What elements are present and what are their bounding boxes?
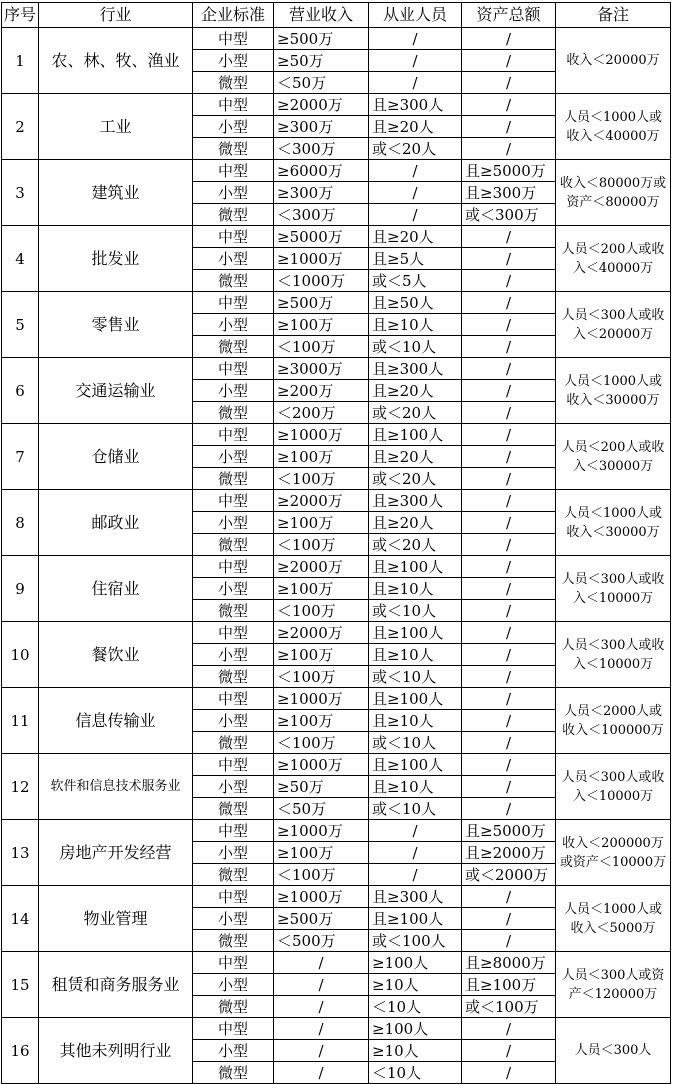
enterprise-standard: 中型 [193,226,274,248]
enterprise-standard: 微型 [193,732,274,754]
header-no: 序号 [2,3,39,28]
asset-threshold: / [462,314,556,336]
asset-threshold: 或＜2000万 [462,864,556,886]
employee-threshold: 且≥100人 [369,556,462,578]
employee-threshold: 且≥5人 [369,248,462,270]
asset-threshold: / [462,1062,556,1084]
employee-threshold: / [369,820,462,842]
industry-name: 信息传输业 [39,688,193,754]
revenue-threshold: ＜500万 [274,930,369,952]
header-industry: 行业 [39,3,193,28]
asset-threshold: / [462,50,556,72]
enterprise-standard: 中型 [193,754,274,776]
asset-threshold: / [462,754,556,776]
revenue-threshold: ≥1000万 [274,754,369,776]
asset-threshold: / [462,490,556,512]
row-number: 12 [2,754,39,820]
employee-threshold: ≥10人 [369,974,462,996]
revenue-threshold: ＜300万 [274,204,369,226]
asset-threshold: / [462,292,556,314]
enterprise-standard: 微型 [193,1062,274,1084]
employee-threshold: ≥100人 [369,1018,462,1040]
revenue-threshold: ≥6000万 [274,160,369,182]
employee-threshold: 且≥100人 [369,688,462,710]
employee-threshold: 或＜10人 [369,798,462,820]
revenue-threshold: ≥100万 [274,644,369,666]
asset-threshold: / [462,908,556,930]
enterprise-standard: 小型 [193,314,274,336]
asset-threshold: / [462,710,556,732]
revenue-threshold: ≥2000万 [274,94,369,116]
row-number: 16 [2,1018,39,1084]
employee-threshold: 且≥50人 [369,292,462,314]
enterprise-standard: 微型 [193,930,274,952]
revenue-threshold: / [274,1018,369,1040]
revenue-threshold: ＜100万 [274,600,369,622]
note: 收入＜200000万或资产＜10000万 [556,820,671,886]
revenue-threshold: ≥500万 [274,908,369,930]
industry-name: 仓储业 [39,424,193,490]
enterprise-standard: 中型 [193,490,274,512]
enterprise-standard: 小型 [193,116,274,138]
industry-name: 零售业 [39,292,193,358]
header-assets: 资产总额 [462,3,556,28]
industry-name: 房地产开发经营 [39,820,193,886]
employee-threshold: / [369,204,462,226]
industry-name: 邮政业 [39,490,193,556]
revenue-threshold: ≥100万 [274,842,369,864]
note: 人员＜200人或收入＜40000万 [556,226,671,292]
employee-threshold: 且≥300人 [369,94,462,116]
industry-name: 餐饮业 [39,622,193,688]
employee-threshold: ＜10人 [369,996,462,1018]
asset-threshold: / [462,358,556,380]
employee-threshold: / [369,842,462,864]
table-row [2,1018,671,1040]
enterprise-standard: 中型 [193,292,274,314]
enterprise-standard: 中型 [193,952,274,974]
enterprise-standard: 中型 [193,358,274,380]
employee-threshold: 或＜10人 [369,732,462,754]
revenue-threshold: ＜1000万 [274,270,369,292]
table-row [2,226,671,248]
industry-name: 软件和信息技术服务业 [39,754,193,820]
revenue-threshold: ≥50万 [274,776,369,798]
industry-name: 住宿业 [39,556,193,622]
asset-threshold: / [462,534,556,556]
note: 收入＜20000万 [556,28,671,94]
header-note: 备注 [556,3,671,28]
revenue-threshold: ≥500万 [274,292,369,314]
enterprise-standard: 小型 [193,380,274,402]
header-standard: 企业标准 [193,3,274,28]
employee-threshold: / [369,160,462,182]
header-row [2,3,671,28]
employee-threshold: 且≥20人 [369,380,462,402]
enterprise-standard: 中型 [193,28,274,50]
revenue-threshold: ≥50万 [274,50,369,72]
enterprise-standard: 小型 [193,446,274,468]
asset-threshold: / [462,226,556,248]
table-row [2,622,671,644]
revenue-threshold: ≥2000万 [274,622,369,644]
table-row [2,292,671,314]
revenue-threshold: / [274,974,369,996]
employee-threshold: 或＜100人 [369,930,462,952]
employee-threshold: 且≥10人 [369,578,462,600]
table-row [2,160,671,182]
row-number: 4 [2,226,39,292]
revenue-threshold: ≥300万 [274,116,369,138]
row-number: 5 [2,292,39,358]
revenue-threshold: ≥3000万 [274,358,369,380]
employee-threshold: 或＜20人 [369,138,462,160]
revenue-threshold: ≥2000万 [274,490,369,512]
revenue-threshold: / [274,996,369,1018]
row-number: 10 [2,622,39,688]
asset-threshold: / [462,270,556,292]
revenue-threshold: ＜100万 [274,534,369,556]
enterprise-standard: 小型 [193,842,274,864]
employee-threshold: ＜10人 [369,1062,462,1084]
revenue-threshold: ≥200万 [274,380,369,402]
table-row [2,94,671,116]
asset-threshold: / [462,622,556,644]
asset-threshold: / [462,94,556,116]
employee-threshold: 或＜10人 [369,336,462,358]
asset-threshold: 或＜100万 [462,996,556,1018]
asset-threshold: / [462,776,556,798]
asset-threshold: / [462,380,556,402]
asset-threshold: / [462,798,556,820]
employee-threshold: / [369,864,462,886]
revenue-threshold: ＜200万 [274,402,369,424]
note: 人员＜300人 [556,1018,671,1084]
industry-name: 其他未列明行业 [39,1018,193,1084]
asset-threshold: / [462,556,556,578]
enterprise-standard: 微型 [193,534,274,556]
employee-threshold: / [369,182,462,204]
asset-threshold: / [462,732,556,754]
asset-threshold: / [462,28,556,50]
row-number: 8 [2,490,39,556]
note: 人员＜200人或收入＜30000万 [556,424,671,490]
employee-threshold: / [369,50,462,72]
note: 人员＜300人或收入＜10000万 [556,622,671,688]
enterprise-standard: 微型 [193,798,274,820]
industry-name: 批发业 [39,226,193,292]
employee-threshold: / [369,28,462,50]
revenue-threshold: ≥2000万 [274,556,369,578]
employee-threshold: ≥10人 [369,1040,462,1062]
asset-threshold: / [462,446,556,468]
enterprise-standard: 微型 [193,996,274,1018]
asset-threshold: / [462,424,556,446]
revenue-threshold: / [274,1062,369,1084]
employee-threshold: 或＜10人 [369,666,462,688]
employee-threshold: 且≥20人 [369,116,462,138]
enterprise-standard: 中型 [193,160,274,182]
asset-threshold: / [462,688,556,710]
revenue-threshold: ＜300万 [274,138,369,160]
row-number: 3 [2,160,39,226]
row-number: 7 [2,424,39,490]
enterprise-standard: 小型 [193,776,274,798]
note: 人员＜300人或收入＜20000万 [556,292,671,358]
asset-threshold: / [462,886,556,908]
enterprise-standard: 小型 [193,710,274,732]
asset-threshold: / [462,600,556,622]
row-number: 2 [2,94,39,160]
revenue-threshold: ＜100万 [274,468,369,490]
revenue-threshold: ≥1000万 [274,820,369,842]
table-row [2,424,671,446]
table-row [2,886,671,908]
revenue-threshold: ≥100万 [274,578,369,600]
header-employees: 从业人员 [369,3,462,28]
employee-threshold: 且≥10人 [369,710,462,732]
note: 收入＜80000万或资产＜80000万 [556,160,671,226]
employee-threshold: 且≥10人 [369,314,462,336]
enterprise-standard: 中型 [193,622,274,644]
asset-threshold: / [462,644,556,666]
asset-threshold: / [462,248,556,270]
note: 人员＜1000人或收入＜30000万 [556,358,671,424]
table-row [2,754,671,776]
employee-threshold: 或＜20人 [369,468,462,490]
note: 人员＜300人或资产＜120000万 [556,952,671,1018]
enterprise-standard: 小型 [193,1040,274,1062]
revenue-threshold: ＜50万 [274,72,369,94]
employee-threshold: 或＜20人 [369,402,462,424]
revenue-threshold: ＜100万 [274,336,369,358]
revenue-threshold: ≥1000万 [274,886,369,908]
asset-threshold: / [462,468,556,490]
row-number: 13 [2,820,39,886]
revenue-threshold: ≥1000万 [274,424,369,446]
employee-threshold: 且≥10人 [369,644,462,666]
enterprise-standard: 中型 [193,556,274,578]
asset-threshold: 或＜300万 [462,204,556,226]
enterprise-standard: 小型 [193,908,274,930]
revenue-threshold: ≥100万 [274,512,369,534]
asset-threshold: / [462,1018,556,1040]
revenue-threshold: ＜50万 [274,798,369,820]
table-row [2,688,671,710]
note: 人员＜1000人或收入＜40000万 [556,94,671,160]
enterprise-standard: 小型 [193,248,274,270]
enterprise-standard: 微型 [193,336,274,358]
note: 人员＜300人或收入＜10000万 [556,556,671,622]
industry-name: 交通运输业 [39,358,193,424]
employee-threshold: 且≥20人 [369,226,462,248]
table-row [2,556,671,578]
employee-threshold: 或＜20人 [369,534,462,556]
enterprise-standard: 小型 [193,512,274,534]
note: 人员＜1000人或收入＜30000万 [556,490,671,556]
asset-threshold: 且≥5000万 [462,160,556,182]
asset-threshold: / [462,402,556,424]
revenue-threshold: / [274,1040,369,1062]
row-number: 9 [2,556,39,622]
revenue-threshold: ＜100万 [274,732,369,754]
employee-threshold: 或＜10人 [369,600,462,622]
asset-threshold: / [462,138,556,160]
asset-threshold: / [462,116,556,138]
enterprise-standard: 微型 [193,270,274,292]
enterprise-standard: 中型 [193,94,274,116]
table-row [2,490,671,512]
industry-name: 租赁和商务服务业 [39,952,193,1018]
table-row [2,358,671,380]
employee-threshold: 且≥100人 [369,754,462,776]
enterprise-standard: 微型 [193,864,274,886]
note: 人员＜1000人或收入＜5000万 [556,886,671,952]
employee-threshold: 且≥100人 [369,622,462,644]
revenue-threshold: ≥500万 [274,28,369,50]
revenue-threshold: ≥300万 [274,182,369,204]
enterprise-standard: 小型 [193,182,274,204]
industry-name: 工业 [39,94,193,160]
employee-threshold: 或＜5人 [369,270,462,292]
asset-threshold: 且≥5000万 [462,820,556,842]
asset-threshold: / [462,512,556,534]
enterprise-standard: 小型 [193,644,274,666]
asset-threshold: 且≥2000万 [462,842,556,864]
header-revenue: 营业收入 [274,3,369,28]
row-number: 14 [2,886,39,952]
table-row [2,28,671,50]
employee-threshold: 且≥10人 [369,776,462,798]
employee-threshold: 且≥20人 [369,512,462,534]
revenue-threshold: ≥100万 [274,314,369,336]
enterprise-standard: 中型 [193,424,274,446]
employee-threshold: ≥100人 [369,952,462,974]
enterprise-standard: 中型 [193,886,274,908]
enterprise-standard: 微型 [193,72,274,94]
enterprise-standard: 中型 [193,688,274,710]
enterprise-standard: 中型 [193,1018,274,1040]
revenue-threshold: ≥100万 [274,446,369,468]
enterprise-standard: 中型 [193,820,274,842]
employee-threshold: 且≥100人 [369,908,462,930]
employee-threshold: / [369,72,462,94]
enterprise-standard: 小型 [193,50,274,72]
enterprise-standard: 微型 [193,138,274,160]
note: 人员＜300人或收入＜10000万 [556,754,671,820]
employee-threshold: 且≥300人 [369,358,462,380]
enterprise-standard: 微型 [193,402,274,424]
asset-threshold: / [462,578,556,600]
asset-threshold: / [462,1040,556,1062]
asset-threshold: 且≥8000万 [462,952,556,974]
table-row [2,820,671,842]
revenue-threshold: ≥1000万 [274,248,369,270]
table-row [2,952,671,974]
revenue-threshold: ≥5000万 [274,226,369,248]
employee-threshold: 且≥300人 [369,886,462,908]
enterprise-standard: 小型 [193,578,274,600]
enterprise-standard: 微型 [193,600,274,622]
row-number: 1 [2,28,39,94]
industry-name: 物业管理 [39,886,193,952]
row-number: 6 [2,358,39,424]
asset-threshold: 且≥300万 [462,182,556,204]
employee-threshold: 且≥100人 [369,424,462,446]
asset-threshold: / [462,666,556,688]
asset-threshold: / [462,72,556,94]
revenue-threshold: ＜100万 [274,666,369,688]
revenue-threshold: ≥100万 [274,710,369,732]
row-number: 15 [2,952,39,1018]
industry-name: 农、林、牧、渔业 [39,28,193,94]
revenue-threshold: ＜100万 [274,864,369,886]
employee-threshold: 且≥300人 [369,490,462,512]
enterprise-standard: 小型 [193,974,274,996]
enterprise-standard: 微型 [193,666,274,688]
revenue-threshold: / [274,952,369,974]
revenue-threshold: ≥1000万 [274,688,369,710]
asset-threshold: / [462,336,556,358]
note: 人员＜2000人或收入＜100000万 [556,688,671,754]
asset-threshold: / [462,930,556,952]
row-number: 11 [2,688,39,754]
enterprise-standard: 微型 [193,468,274,490]
enterprise-size-table [1,2,671,1084]
employee-threshold: 且≥20人 [369,446,462,468]
industry-name: 建筑业 [39,160,193,226]
asset-threshold: 且≥100万 [462,974,556,996]
enterprise-standard: 微型 [193,204,274,226]
